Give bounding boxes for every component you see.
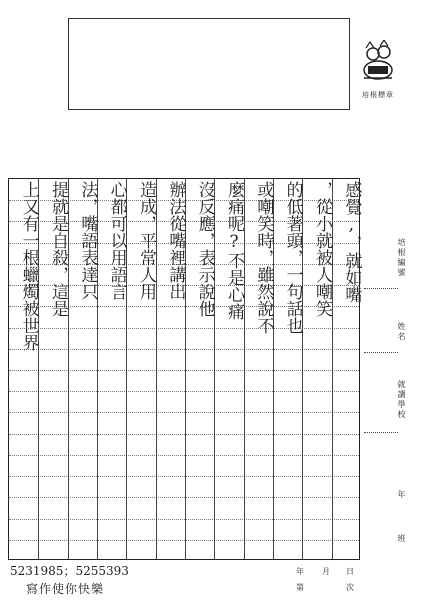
grid-row-line	[9, 497, 359, 498]
essay-column-6: 沒反應，表示說他	[194, 181, 215, 317]
essay-column-8: 造成，平常人用	[136, 181, 156, 300]
year-label: 年	[296, 567, 304, 576]
grid-row-line	[9, 349, 359, 350]
grid-row-line	[9, 391, 359, 392]
serial-line	[364, 288, 398, 289]
grid-row-line	[9, 540, 359, 541]
day-label: 日	[346, 567, 354, 576]
writing-grid	[8, 178, 360, 560]
essay-column-5: 麼痛呢?不是心痛	[224, 181, 244, 320]
essay-column-11: 提就是自殺，這是	[48, 181, 68, 317]
essay-column-2: ，從小就被人嘲笑	[312, 181, 332, 317]
serial-label: 培根編號	[397, 238, 406, 278]
essay-column-12: 上又有一根蠟燭被世界	[18, 181, 39, 351]
grid-row-line	[9, 476, 359, 477]
grid-row-line	[9, 328, 359, 329]
essay-column-3: 的低著頭，一句話也	[282, 181, 303, 334]
grid-row-line	[9, 519, 359, 520]
grade-label: 年	[397, 490, 406, 500]
times-label: 次	[346, 583, 354, 592]
name-line	[364, 352, 398, 353]
number-label: 第	[296, 583, 304, 592]
grid-row-line	[9, 434, 359, 435]
school-line	[364, 432, 398, 433]
essay-column-10: 法，嘴語表達只	[77, 181, 98, 300]
grid-row-line	[9, 370, 359, 371]
class-label: 班	[397, 534, 406, 544]
school-label: 就讀學校	[397, 380, 406, 420]
teacher-comment-box	[68, 18, 350, 110]
essay-column-1: 感覺,，就如嘴	[341, 181, 362, 303]
stamp-caption: 培根標章	[362, 91, 394, 99]
essay-column-4: 或嘲笑時，雖然說不	[253, 181, 274, 334]
essay-column-7: 辦法從嘴裡講出	[165, 181, 186, 300]
name-label: 姓名	[397, 322, 406, 342]
grid-row-line	[9, 412, 359, 413]
contact-phone: 5231985；5255393	[10, 564, 129, 578]
footer-slogan: 寫作使你快樂	[26, 582, 105, 596]
mascot-stamp-icon	[360, 40, 396, 82]
essay-column-9: 心都可以用語言	[106, 181, 127, 300]
month-label: 月	[322, 567, 330, 576]
grid-row-line	[9, 455, 359, 456]
